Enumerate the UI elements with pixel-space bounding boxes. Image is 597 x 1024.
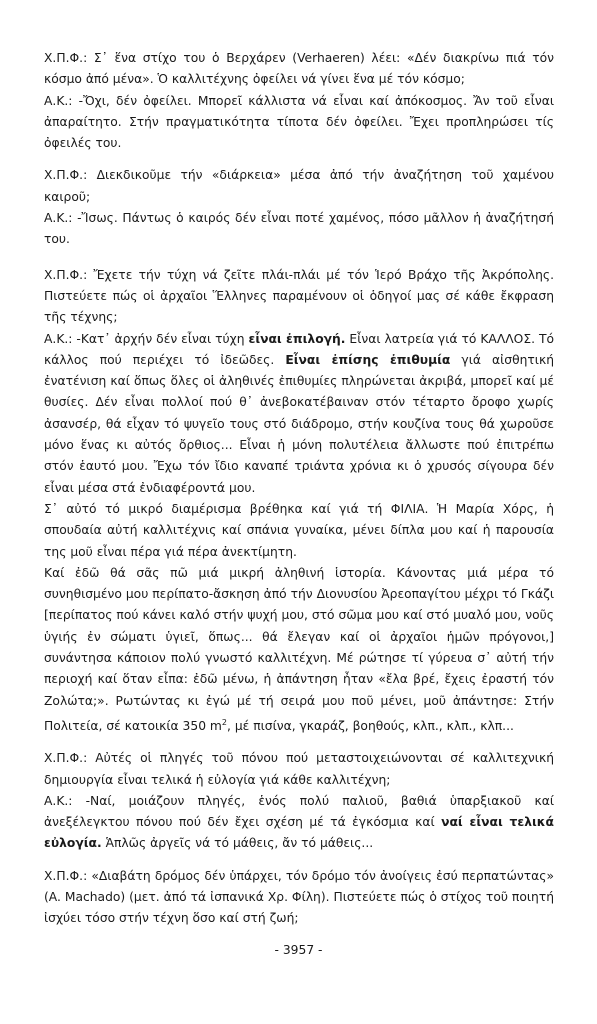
answer-2: Α.Κ.: -Ἴσως. Πάντως ὁ καιρός δέν εἶναι ποτέ χαμένος, πόσο μᾶλλον ἡ ἀναζήτησή του. — [44, 211, 554, 247]
interview-text — [44, 48, 554, 930]
emphasis-choice: εἶναι ἐπιλογή. — [248, 331, 346, 346]
emphasis-blessing: ναί εἶναι τελικά εὐλογία. — [44, 815, 554, 851]
answer-1: Α.Κ.: -Ὄχι, δέν ὀφείλει. Μπορεῖ κάλλιστα νά εἶναι καί ἀπόκοσμος. Ἄν τοῦ εἶναι ἀπαραίτητο. Στήν πραγματικότητα τίποτα δέν ὀφείλει. Ἔχει προπληρώσει τίς ὀφειλές του. — [44, 93, 554, 151]
answer-3-paragraph-3: Καί ἐδῶ θά σᾶς πῶ μιά μικρή ἀληθινή ἱστορία. Κάνοντας μιά μέρα τό συνηθισμένο μου περίπατο-ἄσκηση ἀπό τήν Διονυσίου Ἀρεοπαγίτου μέχρι τό Γκάζι [περίπατος πού κάνει καλό στήν ψυχή μου, στό σῶμα μου καί στό μυαλό μου, νοῦς ὑγιής ἐν σώματι ὑγιεῖ, ὅπως... θά ἔλεγαν καί οἱ ἀρχαῖοι ἡμῶν πρόγονοι,] συνάντησα κάποιον πολύ γνωστό καλλιτέχνη. Μέ ρώτησε τί γύρευα σ᾽ αὐτή τήν περιοχή καί ὅταν εἶπα: ἐδῶ μένω, ἡ ἀπάντηση ἦταν «ἔλα βρέ, ἔχεις ἐραστή τόν Ζολώτα;». Ρωτώντας κι ἐγώ μέ τή σειρά μου ποῦ μένει, μοῦ ἀπάντησε: Στήν Πολιτεία, σέ κατοικία 350 $m^2$, μέ πισίνα, γκαράζ, βοηθούς, κλπ., κλπ., κλπ... — [44, 565, 554, 733]
emphasis-desire: Εἶναι ἐπίσης ἐπιθυμία — [285, 352, 451, 367]
question-4: Χ.Π.Φ.: Αὐτές οἱ πληγές τοῦ πόνου πού μεταστοιχειώνονται σέ καλλιτεχνική δημιουργία εἶναι τελικά ἡ εὐλογία γιά κάθε καλλιτέχνη; — [44, 751, 554, 787]
question-1: Χ.Π.Φ.: Σ᾽ ἕνα στίχο του ὁ Βερχάρεν (Verhaeren) λέει: «Δέν διακρίνω πιά τόν κόσμο ἀπό μένα». Ὁ καλλιτέχνης ὀφείλει νά γίνει ἕνα μέ τόν κόσμο; — [44, 51, 554, 87]
question-5: Χ.Π.Φ.: «Διαβάτη δρόμος δέν ὑπάρχει, τόν δρόμο τόν ἀνοίγεις ἐσύ περπατώντας» (A. Machado) (μετ. ἀπό τά ἰσπανικά Χρ. Φίλη). Πιστεύετε πώς ὁ στίχος τοῦ ποιητή ἰσχύει τόσο στήν τέχνη ὅσο καί στή ζωή; — [44, 868, 554, 926]
answer-4: Α.Κ.: -Ναί, μοιάζουν πληγές, ἑνός πολύ παλιοῦ, βαθιά ὑπαρξιακοῦ καί ἀνεξέλεγκτου πόνου πού δέν ἔχει σχέση μέ τά ἐγκόσμια καί ναί εἶναι τελικά εὐλογία. Ἁπλῶς ἀργεῖς νά τό μάθεις, ἄν τό μάθεις... — [44, 793, 554, 851]
question-2: Χ.Π.Φ.: Διεκδικοῦμε τήν «διάρκεια» μέσα ἀπό τήν ἀναζήτηση τοῦ χαμένου καιροῦ; — [44, 168, 554, 204]
question-3: Χ.Π.Φ.: Ἔχετε τήν τύχη νά ζεῖτε πλάι-πλάι μέ τόν Ἱερό Βράχο τῆς Ἀκρόπολης. Πιστεύετε πώς οἱ ἀρχαῖοι Ἕλληνες παραμένουν οἱ ὁδηγοί μας σέ κάθε ἔκφραση τῆς τέχνης; — [44, 267, 554, 325]
answer-3-paragraph-1: Α.Κ.: -Κατ᾽ ἀρχήν δέν εἶναι τύχη εἶναι ἐπιλογή. Εἶναι λατρεία γιά τό ΚΑΛΛΟΣ. Τό κάλλος πού περιέχει τό ἰδεῶδες. Εἶναι ἐπίσης ἐπιθυμία γιά αἰσθητική ἐνατένιση καί ὅπως ὅλες οἱ ἀληθινές ἐπιθυμίες πληρώνεται ἀκριβά, μπορεῖ καί μέ θυσίες. Δέν εἶναι πολλοί πού θ᾽ ἀνεβοκατέβαιναν στόν τέταρτο ὄροφο χωρίς ἀσανσέρ, θά εἶχαν τό ψυγεῖο τους στό διάδρομο, στήν κουζίνα τους θά χωροῦσε μόνο ἕνας κι αὐτός ὄρθιος... Εἶναι ἡ μόνη πολυτέλεια ἄλλωστε πού ἐπιτρέπω στόν ἑαυτό μου. Ἔχω τόν ἴδιο καναπέ τριάντα χρόνια κι ὁ χρυσός σίγουρα δέν εἶναι μέσα στά ἐνδιαφέροντά μου. — [44, 331, 554, 495]
page-number: - 3957 - — [274, 943, 323, 957]
answer-3-paragraph-2: Σ᾽ αὐτό τό μικρό διαμέρισμα βρέθηκα καί γιά τή ΦΙΛΙΑ. Ἡ Μαρία Χόρς, ἡ σπουδαία αὐτή καλλιτέχνις καί σπάνια γυναίκα, μένει δίπλα μου καί ἡ παρουσία της μοῦ εἶναι πέρα γιά πέρα ἀνεκτίμητη. — [44, 501, 554, 559]
